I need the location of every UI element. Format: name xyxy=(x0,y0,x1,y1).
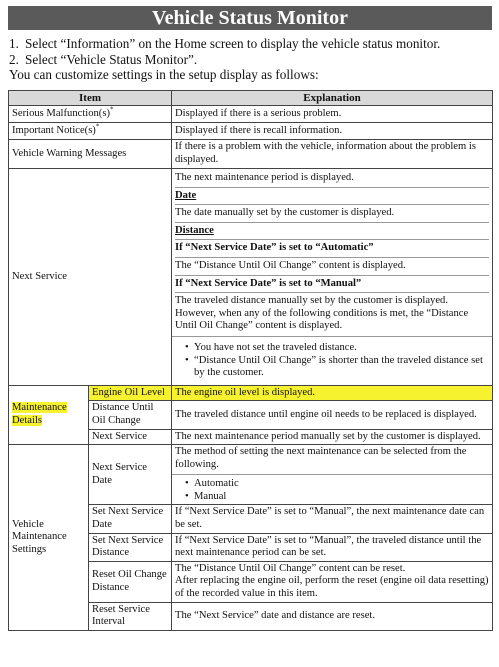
explanation-cell: The “Distance Until Oil Change” content can be reset. After replacing the engine oil, perform the reset (engine oil data resetting) of the recorded value in this item. xyxy=(172,561,493,602)
table-row xyxy=(9,106,493,123)
maintenance-details-group: Maintenance Details xyxy=(9,385,89,444)
list-item: • “Distance Until Oil Change” is shorter than the traveled distance set by the customer. xyxy=(185,355,489,380)
conditions-list xyxy=(175,342,489,380)
list-item: • You have not set the traveled distance. xyxy=(185,342,489,355)
explanation-cell: The next maintenance period is displayed. Date The date manually set by the customer is displayed. Distance If “Next Service Date” is set to “Automatic” The “Distance Until Oil Change” content is displayed. If “Next Service Date” is set to “Manual” The traveled distance manually set by the customer is displayed. However, when any of the following conditions is met, the “Distance Until Oil Change” content is displayed. • You have not set the traveled distance. • “Distance Until Oil Change” is shorter than the traveled distance set by the customer. xyxy=(172,169,493,386)
settings-table xyxy=(8,90,493,631)
explanation-cell: The method of setting the next maintenance can be selected from the following. • Automatic • Manual xyxy=(172,445,493,505)
table-row xyxy=(9,445,493,505)
table-row xyxy=(9,169,493,386)
table-row xyxy=(9,385,493,401)
intro-line-3: You can customize settings in the setup display as follows: xyxy=(9,67,319,82)
item-cell: Engine Oil Level xyxy=(89,385,172,401)
table-header-row xyxy=(9,91,493,106)
header-item: Item xyxy=(9,91,172,106)
item-cell: Set Next Service Distance xyxy=(89,533,172,561)
item-cell: Set Next Service Date xyxy=(89,505,172,533)
item-cell: Next Service Date xyxy=(89,445,172,505)
step-1: 1. Select “Information” on the Home screen to display the vehicle status monitor. xyxy=(9,36,441,51)
item-cell: Distance Until Oil Change xyxy=(89,401,172,429)
explanation-cell: The “Next Service” date and distance are reset. xyxy=(172,602,493,630)
table-row xyxy=(9,140,493,169)
item-cell: Next Service xyxy=(89,429,172,445)
explanation-cell: If “Next Service Date” is set to “Manual”, the traveled distance until the next maintenance period can be set. xyxy=(172,533,493,561)
step-2: 2. Select “Vehicle Status Monitor”. xyxy=(9,51,198,67)
explanation-cell: If “Next Service Date” is set to “Manual”, the next maintenance date can be set. xyxy=(172,505,493,533)
item-cell: Important Notice(s)* xyxy=(9,123,172,140)
list-item: • Automatic xyxy=(185,478,489,491)
explanation-cell: The next maintenance period manually set by the customer is displayed. xyxy=(172,429,493,445)
item-cell: Serious Malfunction(s)* xyxy=(9,106,172,123)
item-cell: Reset Service Interval xyxy=(89,602,172,630)
page-title: Vehicle Status Monitor xyxy=(8,6,492,30)
explanation-cell: The engine oil level is displayed. xyxy=(172,385,493,401)
item-cell: Vehicle Warning Messages xyxy=(9,140,172,169)
explanation-cell: If there is a problem with the vehicle, information about the problem is displayed. xyxy=(172,140,493,169)
header-explanation: Explanation xyxy=(172,91,493,106)
intro-text xyxy=(9,36,440,83)
explanation-cell: The traveled distance until engine oil needs to be replaced is displayed. xyxy=(172,401,493,429)
vehicle-maintenance-settings-group: Vehicle Maintenance Settings xyxy=(9,445,89,631)
list-item: • Manual xyxy=(185,491,489,504)
explanation-cell: Displayed if there is a serious problem. xyxy=(172,106,493,123)
item-cell: Reset Oil Change Distance xyxy=(89,561,172,602)
explanation-cell: Displayed if there is recall information. xyxy=(172,123,493,140)
options-list xyxy=(175,478,489,503)
item-cell: Next Service xyxy=(9,169,172,386)
table-row xyxy=(9,123,493,140)
